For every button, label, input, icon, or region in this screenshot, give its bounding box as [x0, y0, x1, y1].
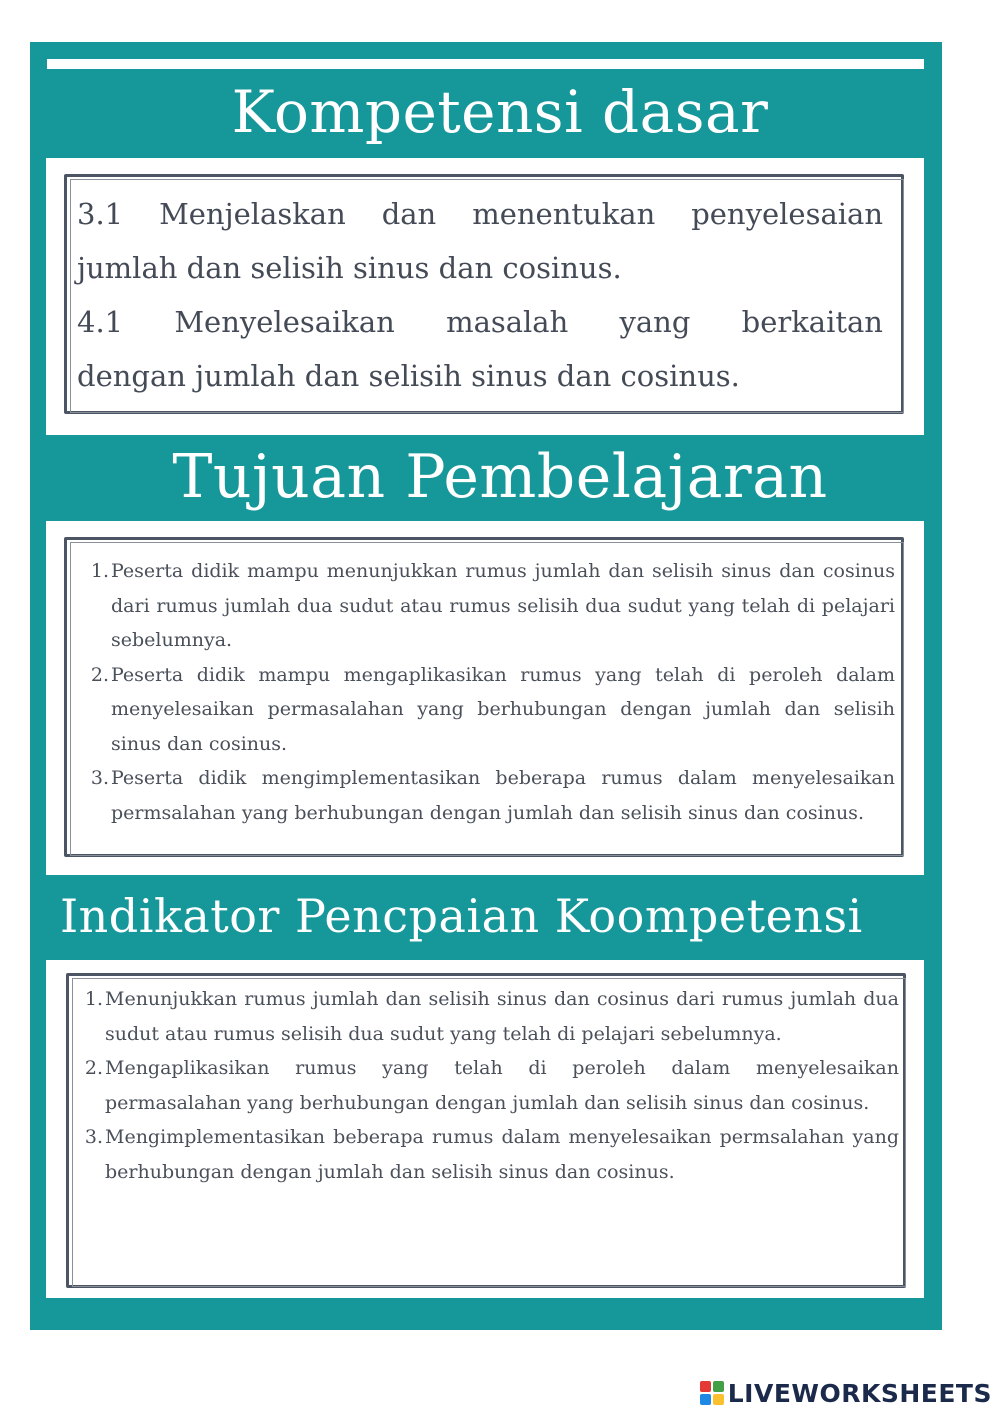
list-item	[81, 658, 895, 762]
kompetensi-box	[64, 174, 904, 414]
list-item	[75, 1120, 899, 1189]
indikator-panel	[46, 960, 924, 1298]
indikator-list	[75, 982, 899, 1189]
list-item-text: Peserta didik mampu mengaplikasikan rumus yang telah di peroleh dalam menyelesaikan permasalahan yang berhubungan dengan jumlah dan selisih sinus dan cosinus.	[111, 663, 895, 755]
kompetensi-line: jumlah dan selisih sinus dan cosinus.	[77, 251, 622, 285]
tujuan-box	[64, 537, 904, 857]
list-item	[75, 982, 899, 1051]
list-item-text: Peserta didik mampu menunjukkan rumus jumlah dan selisih sinus dan cosinus dari rumus jumlah dua sudut atau rumus selisih dua sudut yang telah di pelajari sebelumnya.	[111, 560, 895, 651]
kompetensi-text	[77, 187, 883, 403]
list-item	[75, 1051, 899, 1120]
list-item-number: 1.	[84, 988, 103, 1010]
watermark-text: LIVEWORKSHEETS	[727, 1378, 992, 1408]
liveworksheets-logo-icon	[700, 1381, 724, 1405]
tujuan-heading: Tujuan Pembelajaran	[172, 442, 828, 512]
list-item-text: Peserta didik mengimplementasikan beberapa rumus dalam menyelesaikan permsalahan yang berhubungan dengan jumlah dan selisih sinus dan cosinus.	[111, 767, 895, 824]
list-item	[81, 554, 895, 658]
indikator-box	[66, 973, 906, 1288]
liveworksheets-watermark[interactable]	[700, 1376, 992, 1410]
indikator-heading: Indikator Pencpaian Koompetensi	[60, 889, 863, 943]
kompetensi-line: 4.1 Menyelesaikan masalah yang berkaitan	[77, 305, 883, 339]
top-rule	[47, 59, 924, 69]
list-item-number: 3.	[84, 1126, 103, 1148]
list-item-text: Menunjukkan rumus jumlah dan selisih sinus dan cosinus dari rumus jumlah dua sudut atau rumus selisih dua sudut yang telah di pelajari sebelumnya.	[105, 988, 899, 1045]
list-item	[81, 761, 895, 830]
kompetensi-panel	[46, 158, 924, 435]
tujuan-list	[81, 554, 895, 830]
list-item-number: 1.	[90, 560, 109, 582]
kompetensi-heading: Kompetensi dasar	[231, 78, 769, 146]
list-item-text: Mengaplikasikan rumus yang telah di peroleh dalam menyelesaikan permasalahan yang berhubungan dengan jumlah dan selisih sinus dan cosinus.	[105, 1057, 899, 1114]
list-item-number: 3.	[90, 767, 109, 789]
list-item-number: 2.	[84, 1057, 103, 1079]
kompetensi-line: 3.1 Menjelaskan dan menentukan penyelesaian	[77, 197, 883, 231]
kompetensi-line: dengan jumlah dan selisih sinus dan cosinus.	[77, 359, 740, 393]
tujuan-panel	[46, 521, 924, 875]
list-item-text: Mengimplementasikan beberapa rumus dalam menyelesaikan permsalahan yang berhubungan dengan jumlah dan selisih sinus dan cosinus.	[105, 1126, 899, 1183]
list-item-number: 2.	[90, 663, 109, 686]
